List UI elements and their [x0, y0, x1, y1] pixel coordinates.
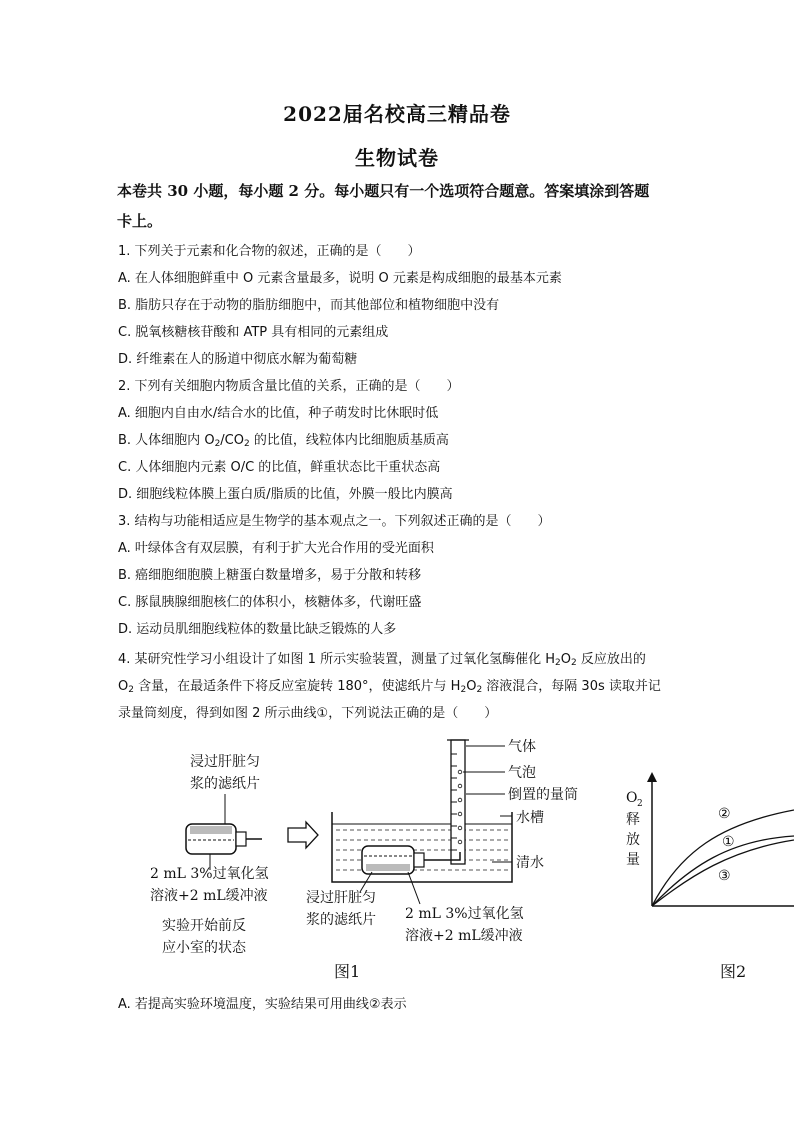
curve-3-label: ③ — [718, 868, 731, 884]
q4-l2-sub2: 2 — [460, 685, 467, 695]
fig1-filter-label-bottom-2: 浆的滤纸片 — [306, 912, 376, 928]
q3-option-a: A. 叶绿体含有双层膜，有利于扩大光合作用的受光面积 — [118, 541, 434, 556]
fig2-ylabel-3: 量 — [626, 852, 640, 868]
q4-l1-sub1: 2 — [554, 658, 561, 668]
q2-option-a: A. 细胞内自由水/结合水的比值，种子萌发时比休眠时低 — [118, 406, 439, 421]
q4-stem-line-1 — [118, 651, 708, 672]
instructions-line-2: 卡上。 — [117, 212, 163, 230]
label-water: 清水 — [516, 855, 544, 871]
fig1-filter-label-top-2: 浆的滤纸片 — [190, 776, 260, 792]
fig2-ylabel-sub: 2 — [637, 799, 643, 809]
q2-b-mid: /CO — [220, 433, 244, 448]
q4-l2-sub3: 2 — [476, 685, 483, 695]
arrow-icon — [288, 822, 318, 848]
q2-b-pre: B. 人体细胞内 O — [118, 433, 215, 448]
solution-bottom-pointer — [408, 872, 420, 904]
q3-option-c: C. 豚鼠胰腺细胞核仁的体积小，核糖体多，代谢旺盛 — [118, 595, 422, 610]
q4-l1-post: 反应放出的 — [576, 652, 646, 667]
q4-l1-sub2: 2 — [570, 658, 577, 668]
q4-l1-mid: O — [560, 652, 571, 667]
q2-stem: 2. 下列有关细胞内物质含量比值的关系，正确的是（ ） — [118, 379, 460, 394]
exam-title: 2022届名校高三精品卷 — [283, 102, 511, 126]
q4-l2-sub1: 2 — [128, 685, 134, 695]
figure2-caption: 图2 — [720, 962, 747, 981]
q2-option-d: D. 细胞线粒体膜上蛋白质/脂质的比值，外膜一般比内膜高 — [118, 487, 453, 502]
fig1-solution-label-bottom-1: 2 mL 3%过氧化氢 — [405, 906, 524, 922]
figure1-caption: 图1 — [334, 962, 361, 981]
fig1-solution-label-bottom-2: 溶液+2 mL缓冲液 — [405, 928, 523, 944]
fig2-ylabel-o: O — [626, 790, 638, 806]
q1-option-d: D. 纤维素在人的肠道中彻底水解为葡萄糖 — [118, 352, 358, 367]
q2-option-b — [118, 432, 708, 453]
q4-l2-mid: 含量，在最适条件下将反应室旋转 180°，使滤纸片与 H — [133, 679, 461, 694]
label-bubble: 气泡 — [508, 765, 536, 781]
q1-stem: 1. 下列关于元素和化合物的叙述，正确的是（ ） — [118, 244, 421, 259]
q3-stem: 3. 结构与功能相适应是生物学的基本观点之一。下列叙述正确的是（ ） — [118, 514, 551, 529]
fig1-state-label-2: 应小室的状态 — [162, 940, 246, 956]
fig1-filter-label-top-1: 浸过肝脏匀 — [190, 754, 260, 770]
q1-option-c: C. 脱氧核糖核苷酸和 ATP 具有相同的元素组成 — [118, 325, 389, 340]
fig2-ylabel-1: 释 — [626, 812, 640, 828]
instructions-line-1: 本卷共 30 小题，每小题 2 分。每小题只有一个选项符合题意。答案填涂到答题 — [117, 182, 650, 200]
q2-b-post: 的比值，线粒体内比细胞质基质高 — [249, 433, 449, 448]
filter-paper-right — [366, 864, 410, 871]
q1-option-a: A. 在人体细胞鲜重中 O 元素含量最多，说明 O 元素是构成细胞的最基本元素 — [118, 271, 562, 286]
curve-2-label: ② — [718, 806, 731, 822]
fig1-solution-label-1: 2 mL 3%过氧化氢 — [150, 866, 269, 882]
curve-1-label: ① — [722, 834, 735, 850]
fig1-filter-label-bottom-1: 浸过肝脏匀 — [306, 890, 376, 906]
q2-b-sub2: 2 — [244, 439, 250, 449]
filter-paper-left — [190, 826, 232, 834]
q4-stem-line-3: 录量筒刻度，得到如图 2 所示曲线①，下列说法正确的是（ ） — [118, 706, 498, 721]
label-tank: 水槽 — [516, 810, 544, 826]
label-gas: 气体 — [508, 739, 536, 755]
q3-option-b: B. 癌细胞细胞膜上糖蛋白数量增多，易于分散和转移 — [118, 568, 422, 583]
q4-option-a: A. 若提高实验环境温度，实验结果可用曲线②表示 — [118, 997, 407, 1012]
fig1-state-label-1: 实验开始前反 — [162, 918, 246, 934]
q4-l2-mid2: O — [466, 679, 477, 694]
water-tank — [332, 812, 512, 882]
curve-2 — [652, 810, 794, 906]
q4-figures-svg — [0, 732, 794, 992]
q2-b-sub1: 2 — [214, 439, 221, 449]
q4-figures — [0, 732, 794, 992]
q2-option-c: C. 人体细胞内元素 O/C 的比值，鲜重状态比干重状态高 — [118, 460, 441, 475]
q4-stem-line-2 — [118, 678, 708, 699]
q3-option-d: D. 运动员肌细胞线粒体的数量比缺乏锻炼的人多 — [118, 622, 397, 637]
fig2-y-arrow — [647, 772, 657, 782]
label-cylinder: 倒置的量筒 — [508, 787, 578, 803]
chamber-stopper-right — [414, 853, 424, 867]
fig1-solution-label-2: 溶液+2 mL缓冲液 — [150, 888, 268, 904]
chamber-stopper-left — [236, 832, 246, 846]
exam-subtitle: 生物试卷 — [355, 146, 439, 170]
fig2-ylabel-2: 放 — [626, 832, 640, 848]
q4-l2-pre: O — [118, 679, 129, 694]
q1-option-b: B. 脂肪只存在于动物的脂肪细胞中，而其他部位和植物细胞中没有 — [118, 298, 500, 313]
q4-l2-post: 溶液混合，每隔 30s 读取并记 — [482, 679, 661, 694]
q4-l1-pre: 4. 某研究性学习小组设计了如图 1 所示实验装置，测量了过氧化氢酶催化 H — [118, 652, 555, 667]
